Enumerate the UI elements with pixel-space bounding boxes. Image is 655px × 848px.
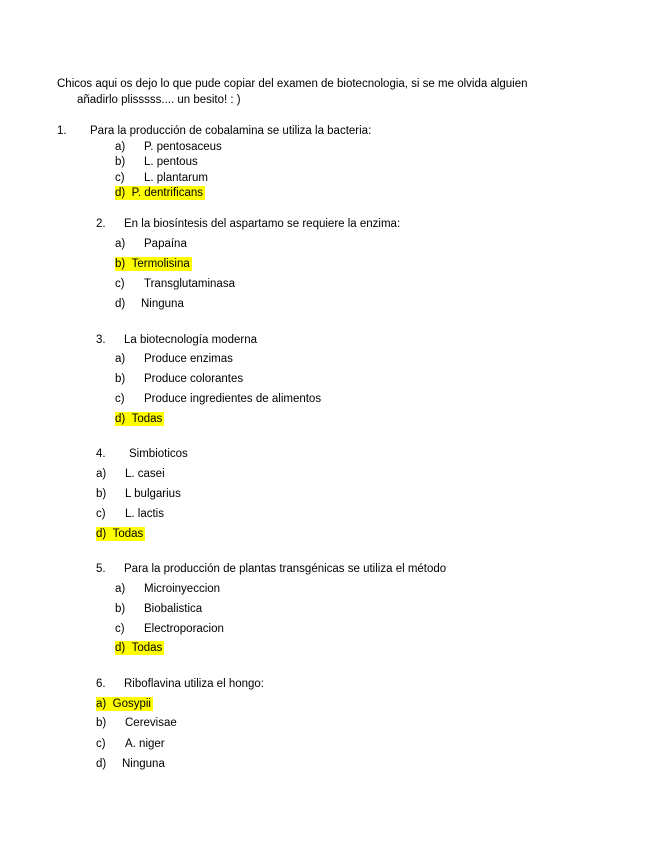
q2-option-b-highlighted-answer	[115, 257, 192, 271]
q5-option-c-text: Electroporacion	[144, 623, 224, 635]
q1-option-a-text: P. pentosaceus	[144, 141, 222, 153]
q3-option-b-text: Produce colorantes	[144, 373, 244, 385]
q3-option-a-text: Produce enzimas	[144, 353, 233, 365]
q4-option-d-text: Todas	[112, 528, 144, 540]
q6-option-d-text: Ninguna	[122, 758, 165, 770]
q4-option-c-text: L. lactis	[125, 508, 164, 520]
q1-option-c-letter: c)	[115, 172, 125, 184]
q5-option-c-letter: c)	[115, 623, 125, 635]
q3-option-d-text: Todas	[131, 413, 163, 425]
q5-option-d-text: Todas	[131, 642, 163, 654]
q1-option-c-text: L. plantarum	[144, 172, 208, 184]
q4-option-a-letter: a)	[96, 468, 107, 480]
question-2-number: 2.	[96, 218, 106, 230]
q3-option-d-highlighted-answer	[115, 412, 164, 426]
q5-option-b-text: Biobalistica	[144, 603, 203, 615]
q3-option-d-letter: d)	[115, 413, 126, 425]
q2-option-b-text: Termolisina	[131, 258, 190, 270]
intro-line-1: Chicos aqui os dejo lo que pude copiar del examen de biotecnologia, si se me olvida alguien	[57, 78, 528, 90]
q3-option-b-letter: b)	[115, 373, 126, 385]
q4-option-c-letter: c)	[96, 508, 106, 520]
q5-option-a-text: Microinyeccion	[144, 583, 221, 595]
q6-option-c-text: A. niger	[125, 738, 165, 750]
q1-option-a-letter: a)	[115, 141, 126, 153]
question-2-text: En la biosíntesis del aspartamo se requiere la enzima:	[124, 218, 401, 230]
q5-option-d-letter: d)	[115, 642, 126, 654]
question-4-number: 4.	[96, 448, 106, 460]
q1-option-b-letter: b)	[115, 156, 126, 168]
q6-option-a-highlighted-answer	[96, 697, 153, 711]
question-6-number: 6.	[96, 678, 106, 690]
q3-option-c-letter: c)	[115, 393, 125, 405]
question-1-number: 1.	[57, 125, 67, 137]
question-5-number: 5.	[96, 563, 106, 575]
q5-option-d-highlighted-answer	[115, 641, 164, 655]
q6-option-c-letter: c)	[96, 738, 106, 750]
q1-option-d-text: P. dentrificans	[131, 187, 204, 199]
q6-option-d-letter: d)	[96, 758, 107, 770]
q4-option-b-text: L bulgarius	[125, 488, 181, 500]
q6-option-a-text: Gosypii	[112, 698, 151, 710]
q4-option-b-letter: b)	[96, 488, 107, 500]
q2-option-d-text: Ninguna	[141, 298, 184, 310]
question-4-text: Simbioticos	[129, 448, 188, 460]
q2-option-a-text: Papaína	[144, 238, 187, 250]
q5-option-b-letter: b)	[115, 603, 126, 615]
q2-option-a-letter: a)	[115, 238, 126, 250]
q2-option-b-letter: b)	[115, 258, 126, 270]
q3-option-c-text: Produce ingredientes de alimentos	[144, 393, 322, 405]
q6-option-b-letter: b)	[96, 717, 107, 729]
intro-line-2: añadirlo plisssss.... un besito! : )	[77, 94, 241, 106]
q3-option-a-letter: a)	[115, 353, 126, 365]
q6-option-b-text: Cerevisae	[125, 717, 177, 729]
question-6-text: Riboflavina utiliza el hongo:	[124, 678, 265, 690]
question-1-text: Para la producción de cobalamina se utiliza la bacteria:	[90, 125, 372, 137]
q1-option-b-text: L. pentous	[144, 156, 198, 168]
q5-option-a-letter: a)	[115, 583, 126, 595]
q4-option-d-letter: d)	[96, 528, 107, 540]
question-5-text: Para la producción de plantas transgénicas se utiliza el método	[124, 563, 447, 575]
q6-option-a-letter: a)	[96, 698, 107, 710]
q4-option-d-highlighted-answer	[96, 527, 145, 541]
q4-option-a-text: L. casei	[125, 468, 165, 480]
question-3-text: La biotecnología moderna	[124, 334, 257, 346]
q1-option-d-highlighted-answer	[115, 186, 205, 200]
q2-option-c-text: Transglutaminasa	[144, 278, 235, 290]
q2-option-c-letter: c)	[115, 278, 125, 290]
q2-option-d-letter: d)	[115, 298, 126, 310]
question-3-number: 3.	[96, 334, 106, 346]
q1-option-d-letter: d)	[115, 187, 126, 199]
